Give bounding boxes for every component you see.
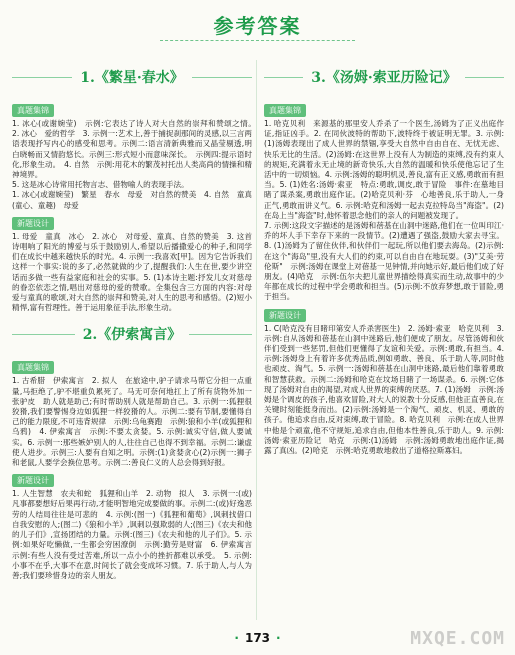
dot-icon: · — [276, 631, 281, 645]
title-underline — [160, 40, 355, 41]
answer-paragraph: 1. 古希腊 伊索寓言 2. 拟人 在旅途中,驴子请求马帮它分担一点重量,马拒绝了,驴不堪重负累死了。马无可奈何地扛上了所有货物外加一张驴皮 助人就是助己;有时帮助别人就是帮助自己。3. 示例一:狐狸很狡猾,我们要警惕身边如狐狸一样狡猾的人。示例二:要有节制,要懂得自己的能力限度,不可违背规律 示例:乌龟赛跑 示例:狼和小羊(或狐狸和乌鸦) 4. 伊索寓言 示例:不要太贪婪。5. 示例:诚实守信,做人要诚实。6. 示例一:那些嫉妒别人的人,往往自己也得不到幸福。示例二:谦虚使人进步。示例三:人要有自知之明。示例:(1)贪婪贪心(2)示例一:狮子和老鼠,人要学会换位思考。示例二:善良仁义的人总会得到好报。 — [12, 376, 252, 468]
chapter-title-1: 1.《繁星·春水》 — [72, 67, 192, 87]
dot-icon: · — [234, 631, 239, 645]
page-number-text: 173 — [244, 631, 271, 645]
answer-paragraph: 1. 人生智慧 农夫和蛇 狐狸和山羊 2. 动物 拟人 3. 示例一:(或)凡事都要想好后果再行动,才能明智地完成要做的事。示例二:(或)好逸恶劳的人结局往往是可悲的 4. 示例:(图一)《狐狸和葡萄》,讽刺找借口自我安慰的人;(图二)《狼和小羊》,讽刺以强欺弱的人;(图三)《农夫和他的儿子们》,宣扬团结的力量。示例:(图三)《农夫和他的儿子们》。5. 示例:如果好吃懒做,一生都会穷困潦倒 示例:勤劳是财富 6. 伊索寓言 示例:有些人没有受过苦难,所以一点小小的挫折都难以承受。 5. 示例:小事不在乎,大事不在意,时间长了就会变成坏习惯。7. 乐于助人,与人为善;我们要珍惜身边的亲人朋友。 — [12, 489, 260, 580]
section-tag: 新题设计 — [12, 474, 54, 487]
answer-paragraph: 1. 哈克贝利 来源基的那里安人乔杀了一个医生,汤姆为了正义出庭作证,指证凶手。2. 在同伙波特的帮助下,波特终于被证明无罪。3. 示例:(1)汤姆表现出了成人世界的禁锢,享受大自然中自由自在、无忧无虑、快乐无比的生活。(2)汤姆:在这世界上没有人为制造的束缚,没有约束人的规矩,充满着永无止境的新奇快乐,大自然的温暖和快乐使他忘记了生活中的一切烦恼。4. 示例:汤姆的聪明机灵,善良,富有正义感,勇敢而有担当。5. (1)姓名:汤姆·索亚 特点:勇敢,调皮,敢于冒险 事件:在墓地目睹了谋杀案,勇敢出庭作证。(2)哈克贝利·芬 心地善良,乐于助人,一身正气,勇敢而讲义气。6. 示例:哈克和汤姆一起去克拉特岛当"海盗"。(2)在岛上当"海盗"时,他怀着思念他们的亲人的问题被发现了。 — [264, 119, 504, 220]
column-divider — [256, 60, 257, 620]
section-tag: 真题集锦 — [12, 104, 54, 117]
right-column — [264, 56, 504, 456]
section-tag: 真题集锦 — [264, 104, 306, 117]
watermark: MXQE.COM — [410, 628, 505, 649]
section-tag: 新题设计 — [12, 217, 54, 230]
answer-paragraph: 1. 冰心(或谢婉莹) 示例:它表达了诗人对大自然的崇拜和赞颂之情。 2. 冰心 爱的哲学 3. 示例一:艺术上,善于捕捉刹那间的灵感,以三言两语表现抒写内心的感受和思考。示例二:语言清新典雅而又晶莹剔透,明白晓畅而又情韵悠长。示例三:形式短小而意味深长。 示例四:提示语时化,形象生动。 4. 自然 示例:用花木的繁茂衬托出人类高尚的情操和精神境界。 — [12, 119, 260, 180]
answer-paragraph: 1. 母爱 童真 冰心 2. 冰心 对母爱、童真、自然的赞美 3. 这首诗唱响了阳光的博爱与乐于鼓励别人,希望以后播撒爱心的种子,和同学们在成长中越来越快乐的时光。4. 示例一:我喜欢[甲]。因为它告诉我们这样一个事实:说的多了,必然就做的少了,提醒我们:人生在世,要少讲空话而多做一些有益家庭和社会的实事。5. (1)本诗主题:抒发儿女对慈母的眷恋依恋之情,唱出对慈母的爱的赞歌。全集包含三方面的内容:对母爱与童真的歌颂,对大自然的崇拜和赞美,对人生的思考和感悟。(2)短小精悍,富有哲理性。善于运用象征手法,形象生动。 — [12, 231, 252, 313]
answer-paragraph: 7. 示例:这段文字描述的是汤姆和蓓基在山洞中迷路,他们在一位叫印江·乔的坏人手下幸存下来的一段情节。(2)遭遇了强盗,鼓励大家去寻宝。8. (1)汤姆为了留住伙伴,和伙伴们一起玩,所以他们要去海岛。(2)示例:在这个"海岛"里,没有大人们的约束,可以自由自在地玩耍。(3)"艾美·劳伦斯" 示例:汤姆在课堂上对蓓基一见钟情,并向她示好,最后他们成了好朋友。(4)哈克 示例:伍尔夫把儿童世界描绘得真实而生动,故事中的少年都在成长的过程中学会勇敢和担当。(5)示例:不放弃梦想,敢于冒险,勇于担当。 — [264, 221, 504, 302]
chapter-title-2: 2.《伊索寓言》 — [75, 324, 190, 344]
section-tag: 新题设计 — [264, 309, 306, 322]
chapter-banner-2 — [12, 319, 252, 349]
answer-paragraph: 1. C(哈克没有目睹印第安人乔杀害医生) 2. 汤姆·索亚 哈克贝利 3. 示例:自从汤姆和蓓基在山洞中迷路后,他们便成了朋友。尽管汤姆和伙伴们受到一些惩罚,但他们更懂得了友谊和关爱。示例:勇敢,有担当。4. 示例:汤姆身上有着许多优秀品质,例如勇敢、善良、乐于助人等,同时他也顽皮、淘气。5. 示例一:汤姆和蓓基在山洞中迷路,最后他们靠着勇敢和智慧获救。示例二:汤姆和哈克在坟场目睹了一场谋杀。6. 示例:它体现了汤姆对自由的渴望,对成人世界的束缚的厌恶。7. (1)汤姆 示例:汤姆是个调皮的孩子,他喜欢冒险,对大人的说教十分反感,但他正直善良,在关键时刻能挺身而出。(2)示例:汤姆是一个淘气、顽皮、机灵、勇敢的孩子。他追求自由,反对束缚,敢于冒险。8. 哈克贝利 示例:在成人世界中他是个顽童,他不守规矩,追求自由,但他本性善良,乐于助人。9. 示例:汤姆·索亚历险记 哈克 示例:(1)汤姆 示例:汤姆勇敢地出庭作证,揭露了真凶。(2)哈克 示例:哈克勇敢地救出了道格拉斯寡妇。 — [264, 323, 504, 456]
section-tag: 真题集锦 — [12, 361, 54, 374]
chapter-banner-1 — [12, 62, 252, 92]
page-title: 参考答案 — [213, 14, 302, 38]
chapter-title-3: 3.《汤姆·索亚历险记》 — [303, 67, 465, 87]
chapter-banner-3 — [264, 62, 504, 92]
answer-paragraph: 5. 这是冰心诗常用托物言志、借物喻人的表现手法。 — [12, 180, 189, 190]
answer-paragraph: 1. 冰心(或谢婉莹) 繁星 春水 母爱 对自然的赞美 4. 自然 童真(童心、童趣) 母爱 — [12, 190, 252, 210]
left-column — [12, 56, 260, 581]
